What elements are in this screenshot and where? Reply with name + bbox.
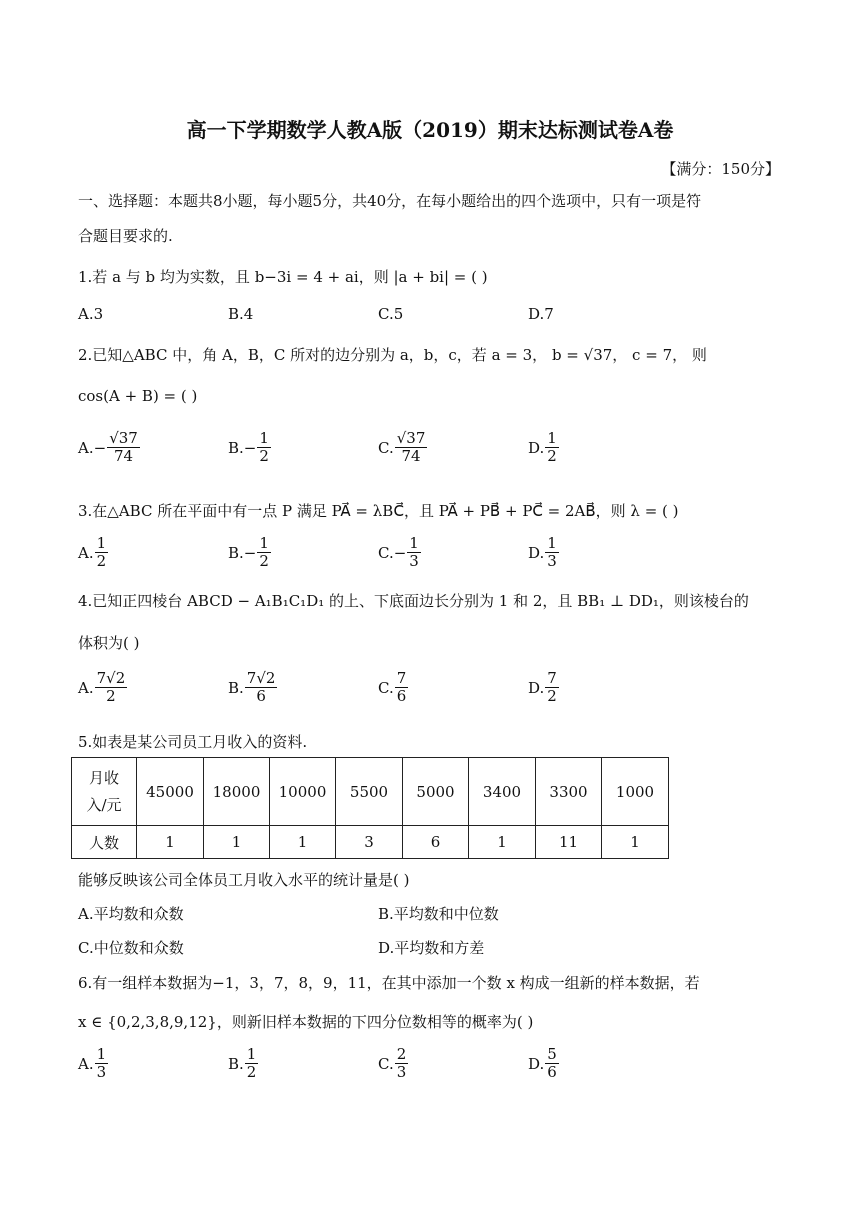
fraction-denominator: 3 [396, 1063, 407, 1082]
option-label: A. [78, 678, 94, 697]
fraction [545, 1046, 559, 1082]
q4-stem-line1: 4.已知正四棱台 ABCD − A₁B₁C₁D₁ 的上、下底面边长分别为 1 和 2，且 BB₁ ⊥ DD₁，则该棱台的 [78, 592, 749, 610]
q6-option-b [228, 1046, 259, 1082]
option-label: D. [528, 1054, 545, 1073]
q5-option-a: A.平均数和众数 [78, 905, 184, 923]
option-label: A. [78, 543, 94, 562]
q3-option-d [528, 535, 560, 571]
q5-option-b: B.平均数和中位数 [378, 905, 499, 923]
option-label: B. [228, 438, 244, 457]
fraction [245, 1046, 259, 1082]
fraction [545, 430, 559, 466]
fraction [407, 535, 421, 571]
fraction [95, 1046, 109, 1082]
full-score-label: 【满分：150分】 [661, 160, 780, 178]
fraction-denominator: 2 [259, 447, 269, 466]
count-cell: 1 [469, 826, 536, 859]
income-cell: 5000 [403, 758, 469, 826]
fraction-numerator: 5 [547, 1045, 557, 1063]
count-header-cell: 人数 [72, 826, 137, 859]
q5-stem: 5.如表是某公司员工月收入的资料. [78, 733, 308, 751]
option-label: C. [378, 543, 394, 562]
fraction [257, 430, 271, 466]
fraction [95, 670, 128, 706]
q4-option-b [228, 670, 278, 706]
q4-option-c [378, 670, 409, 706]
fraction-numerator: 7 [396, 669, 407, 687]
fraction [95, 535, 109, 571]
count-cell: 11 [536, 826, 602, 859]
fraction-denominator: 2 [547, 687, 557, 706]
q1-option-c: C.5 [378, 305, 404, 323]
q3-option-a [78, 535, 109, 571]
q1-option-a: A.3 [78, 305, 104, 323]
q6-option-d [528, 1046, 560, 1082]
q1-option-d: D.7 [528, 305, 554, 323]
q2-option-c [378, 430, 428, 466]
q2-option-a [78, 430, 141, 466]
income-cell: 3400 [469, 758, 536, 826]
count-cell: 1 [204, 826, 270, 859]
q2-option-b [228, 430, 272, 466]
option-label: C. [378, 1054, 394, 1073]
q2-stem-line2: cos(A + B) = ( ) [78, 387, 198, 405]
count-cell: 1 [270, 826, 336, 859]
income-cell: 3300 [536, 758, 602, 826]
income-cell: 18000 [204, 758, 270, 826]
count-cell: 1 [602, 826, 669, 859]
count-cell: 6 [403, 826, 469, 859]
fraction [245, 670, 278, 706]
q4-option-d [528, 670, 560, 706]
fraction-denominator: 6 [547, 1063, 557, 1082]
option-label: B. [228, 678, 244, 697]
q4-stem-line2: 体积为( ) [78, 634, 140, 652]
exam-title: 高一下学期数学人教A版（2019）期末达标测试卷A卷 [186, 118, 674, 142]
option-sign: − [243, 543, 257, 562]
fraction-denominator: 3 [96, 1063, 107, 1082]
income-cell: 45000 [137, 758, 204, 826]
income-cell: 5500 [336, 758, 403, 826]
option-label: A. [78, 1054, 94, 1073]
q5-question: 能够反映该公司全体员工月收入水平的统计量是( ) [78, 871, 410, 889]
fraction-denominator: 2 [547, 447, 557, 466]
option-label: B. [228, 543, 244, 562]
fraction [395, 1046, 409, 1082]
fraction-numerator: √37 [109, 429, 138, 447]
fraction-denominator: 2 [259, 552, 269, 571]
option-label: C. [378, 678, 394, 697]
option-label: A. [78, 438, 94, 457]
fraction-numerator: 7 [547, 669, 557, 687]
option-sign: − [93, 438, 107, 457]
fraction-numerator: 1 [547, 534, 557, 552]
q6-option-a [78, 1046, 109, 1082]
fraction [107, 430, 140, 466]
income-table [71, 757, 669, 859]
fraction-numerator: 7√2 [246, 669, 276, 687]
fraction-denominator: 6 [396, 687, 407, 706]
q2-stem-line1: 2.已知△ABC 中，角 A，B，C 所对的边分别为 a，b，c，若 a = 3， b = √37， c = 7， 则 [78, 346, 707, 364]
fraction-denominator: 2 [246, 1063, 257, 1082]
fraction-denominator: 74 [401, 447, 421, 466]
q3-stem: 3.在△ABC 所在平面中有一点 P 满足 PA⃗ = λBC⃗，且 PA⃗ + PB⃗ + PC⃗ = 2AB⃗，则 λ = ( ) [78, 502, 679, 520]
option-label: C. [378, 438, 394, 457]
option-sign: − [243, 438, 257, 457]
fraction-numerator: 1 [246, 1045, 257, 1063]
fraction-numerator: 1 [96, 1045, 107, 1063]
q5-option-c: C.中位数和众数 [78, 939, 184, 957]
q3-option-b [228, 535, 272, 571]
q1-option-b: B.4 [228, 305, 254, 323]
option-label: D. [528, 678, 545, 697]
fraction [395, 430, 428, 466]
q5-option-d: D.平均数和方差 [378, 939, 485, 957]
count-row [72, 826, 669, 859]
fraction-numerator: 7√2 [96, 669, 126, 687]
fraction-numerator: 1 [259, 429, 269, 447]
fraction [395, 670, 409, 706]
income-cell: 1000 [602, 758, 669, 826]
fraction-numerator: 1 [547, 429, 557, 447]
income-cell: 10000 [270, 758, 336, 826]
fraction-numerator: 1 [409, 534, 419, 552]
fraction-denominator: 6 [256, 687, 266, 706]
q2-option-d [528, 430, 560, 466]
q3-option-c [378, 535, 422, 571]
count-cell: 3 [336, 826, 403, 859]
fraction-denominator: 74 [113, 447, 134, 466]
fraction-numerator: √37 [396, 429, 426, 447]
q1-stem: 1.若 a 与 b 均为实数，且 b−3i = 4 + ai，则 |a + bi| = ( ) [78, 268, 488, 286]
fraction-numerator: 1 [96, 534, 107, 552]
fraction-denominator: 3 [409, 552, 419, 571]
q6-option-c [378, 1046, 409, 1082]
income-row [72, 758, 669, 826]
section-intro-line1: 一、选择题：本题共8小题，每小题5分，共40分，在每小题给出的四个选项中，只有一项是符 [78, 192, 702, 210]
fraction-numerator: 1 [259, 534, 269, 552]
q6-stem-line2: x ∈ {0,2,3,8,9,12}，则新旧样本数据的下四分位数相等的概率为( ) [78, 1013, 534, 1031]
count-cell: 1 [137, 826, 204, 859]
fraction [257, 535, 271, 571]
fraction [545, 670, 559, 706]
income-header-line2: 入/元 [86, 795, 122, 814]
income-header-cell [72, 758, 137, 826]
option-label: B. [228, 1054, 244, 1073]
fraction-denominator: 2 [106, 687, 116, 706]
fraction [545, 535, 559, 571]
q6-stem-line1: 6.有一组样本数据为−1，3，7，8，9，11，在其中添加一个数 x 构成一组新的样本数据，若 [78, 974, 700, 992]
section-intro-line2: 合题目要求的. [78, 227, 173, 245]
fraction-denominator: 3 [547, 552, 557, 571]
option-sign: − [393, 543, 407, 562]
q4-option-a [78, 670, 128, 706]
option-label: D. [528, 438, 545, 457]
fraction-denominator: 2 [96, 552, 107, 571]
option-label: D. [528, 543, 545, 562]
fraction-numerator: 2 [396, 1045, 407, 1063]
income-header-line1: 月收 [88, 768, 119, 787]
